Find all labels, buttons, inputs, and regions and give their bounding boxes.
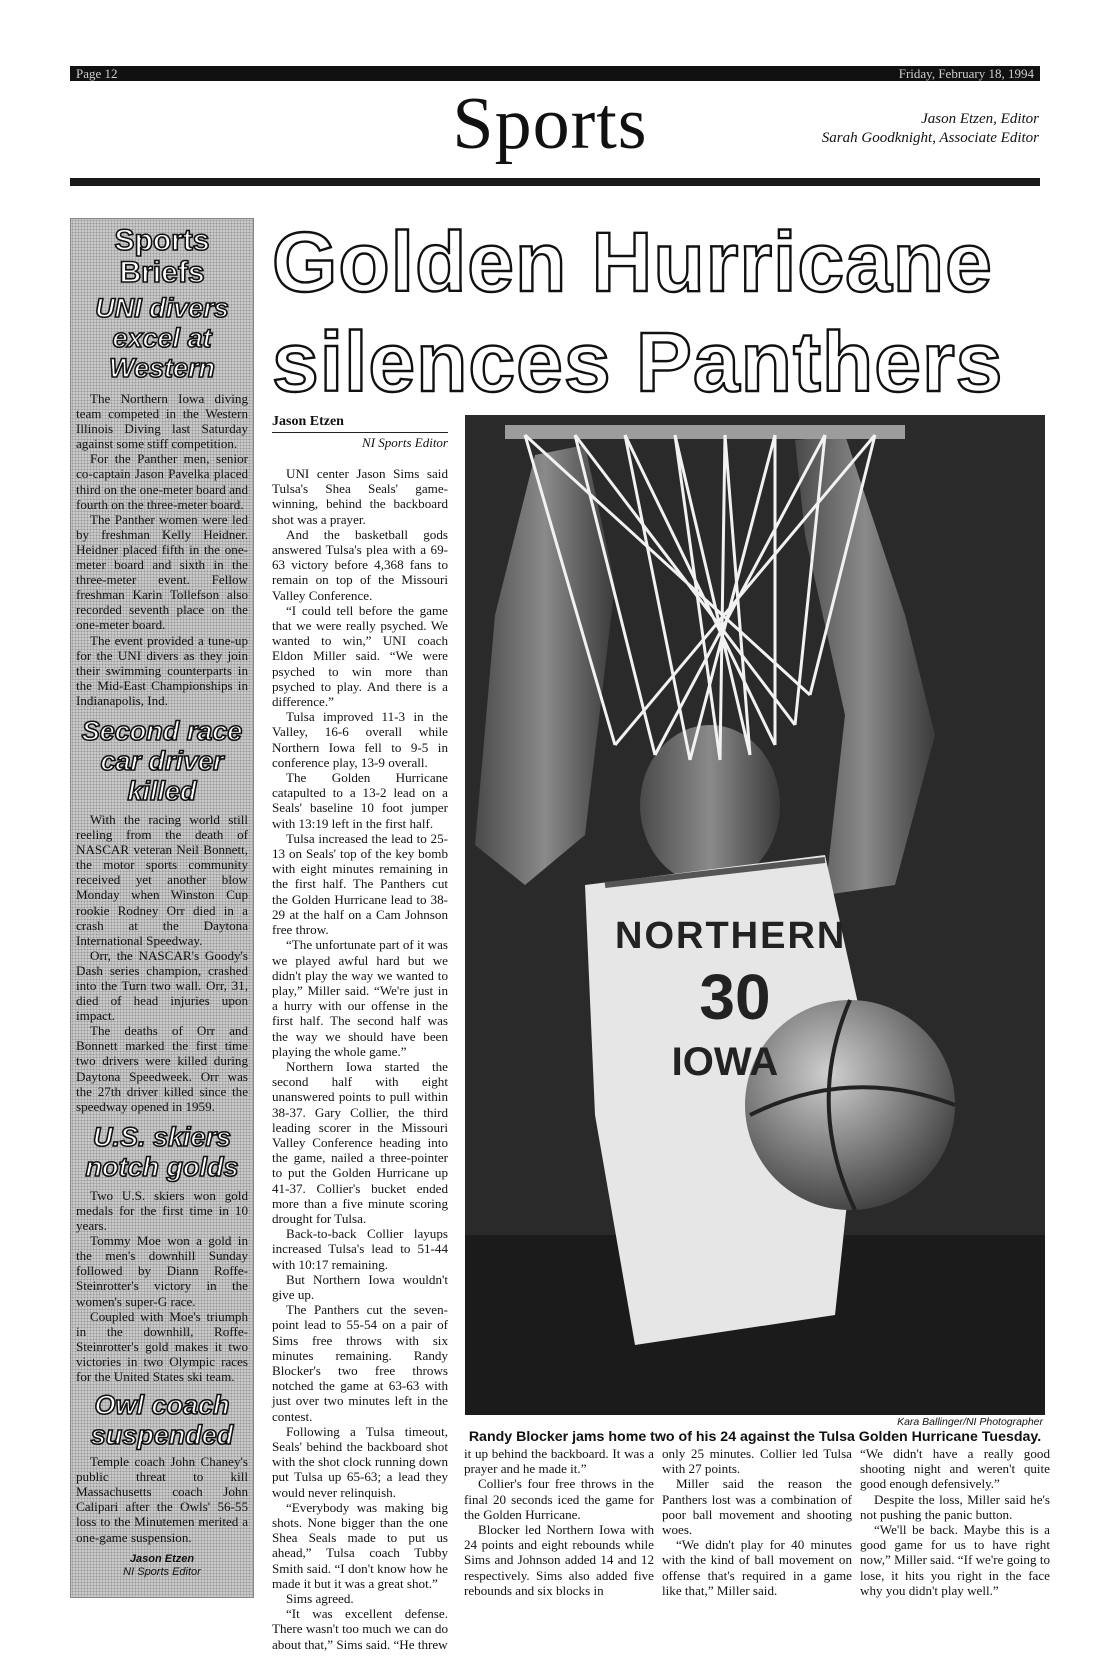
article-column-1 [272, 466, 448, 1652]
signature-title: NI Sports Editor [123, 1565, 201, 1578]
brief-paragraph: The Northern Iowa diving team competed in the Western Illinois Diving last Saturday against some stiff competition. [76, 391, 248, 452]
article-paragraph: But Northern Iowa wouldn't give up. [272, 1271, 448, 1302]
article-paragraph: Collier's four free throws in the final 20 seconds iced the game for the Golden Hurricane. [464, 1476, 654, 1522]
article-paragraph: only 25 minutes. Collier led Tulsa with 27 points. [662, 1446, 852, 1477]
masthead-bar [70, 66, 1040, 81]
photo-caption: Randy Blocker jams home two of his 24 against the Tulsa Golden Hurricane Tuesday. [468, 1429, 1042, 1445]
article-paragraph: Miller said the reason the Panthers lost was a combination of poor ball movement and shooting woes. [662, 1476, 852, 1538]
article-paragraph: The Panthers cut the seven-point lead to 55-54 on a pair of Sims free throws with six minutes remaining. Randy Blocker's two free throws notched the game at 63-63 with just over two minutes left in the contest. [272, 1302, 448, 1424]
article-paragraph: Back-to-back Collier layups increased Tulsa's lead to 51-44 with 10:17 remaining. [272, 1226, 448, 1272]
page-number: Page 12 [76, 66, 118, 81]
section-title: Sports [452, 83, 648, 165]
brief-paragraph: Two U.S. skiers won gold medals for the first time in 10 years. [76, 1187, 248, 1234]
brief-paragraph: For the Panther men, senior co-captain Jason Pavelka placed third on the one-meter board and fourth on the three-meter board. [76, 451, 248, 512]
article-paragraph: Tulsa increased the lead to 25-13 on Seals' top of the key bomb with eight minutes remaining in the first half. The Panthers cut the Golden Hurricane lead to 38-29 at the half on a Cam Johnson free throw. [272, 830, 448, 938]
editor-name: Jason Etzen, Editor [921, 111, 1039, 127]
article-paragraph: And the basketball gods answered Tulsa's plea with a 69-63 victory before 4,368 fans to remain on top of the Missouri Valley Conference. [272, 526, 448, 603]
article-paragraph: “Everybody was making big shots. None bigger than the one Shea Seals made to put us ahead,” Tulsa coach Tubby Smith said. “I don't know how he made it but it was a great shot.” [272, 1499, 448, 1591]
photo-credit: Kara Ballinger/NI Photographer [897, 1416, 1043, 1428]
briefs-signature [71, 1553, 253, 1579]
article-column-2 [464, 1446, 654, 1598]
jersey-number: 30 [699, 961, 771, 1033]
article-paragraph: “We didn't play for 40 minutes with the kind of ball movement on offense that's required in a game like that,” Miller said. [662, 1537, 852, 1598]
basketball-rim [505, 425, 905, 439]
signature-name: Jason Etzen [129, 1552, 195, 1565]
brief-headline: U.S. skiers notch golds [85, 1121, 239, 1182]
headline-line-1: Golden Hurricane [272, 215, 993, 309]
headline-line-2: silences Panthers [272, 315, 1004, 409]
brief-paragraph: Orr, the NASCAR's Goody's Dash series champion, crashed into the Turn two wall. Orr, 31, died of head injuries upon impact. [76, 947, 248, 1024]
article-paragraph: Tulsa improved 11-3 in the Valley, 16-6 overall while Northern Iowa fell to 9-5 in conference play, 13-9 overall. [272, 709, 448, 770]
jersey-lettering: NORTHERN [615, 915, 847, 957]
sports-briefs-sidebar [70, 218, 254, 1598]
article-paragraph: UNI center Jason Sims said Tulsa's Shea Seals' game-winning, behind the backboard shot was a prayer. [272, 466, 448, 527]
article-column-4 [860, 1446, 1050, 1598]
article-paragraph: Following a Tulsa timeout, Seals' behind the backboard shot with the shot clock running down put Tulsa up 65-63; a lead they would never relinquish. [272, 1423, 448, 1500]
brief-paragraph: With the racing world still reeling from the death of NASCAR veteran Neil Bonnett, the motor sports community received yet another blow Monday when Winston Cup rookie Rodney Orr died in a crash at the Daytona International Speedway. [76, 811, 248, 948]
briefs-title: Sports Briefs [114, 224, 210, 289]
article-paragraph: Despite the loss, Miller said he's not pushing the panic button. [860, 1491, 1050, 1522]
brief-paragraph: Tommy Moe won a gold in the men's downhill Sunday followed by Diann Roffe-Steinrotter's victory in the women's super-G race. [76, 1233, 248, 1309]
brief-headline: Owl coach suspended [90, 1390, 234, 1451]
article-headline [272, 212, 1042, 412]
article-paragraph: “We didn't have a really good shooting night and weren't quite good enough defensively.” [860, 1446, 1050, 1492]
article-paragraph: The Golden Hurricane catapulted to a 13-2 lead on a Seals' baseline 10 foot jumper with 13:19 left in the first half. [272, 770, 448, 831]
brief-paragraph: The deaths of Orr and Bonnett marked the first time two drivers were killed during Daytona Speedweek. Orr was the 27th driver killed since the speedway opened in 1959. [76, 1023, 248, 1114]
brief-paragraph: The event provided a tune-up for the UNI divers as they join their swimming counterparts in the Mid-East Championships in Indianapolis, Ind. [76, 632, 248, 708]
byline [272, 414, 448, 451]
article-paragraph: “It was excellent defense. There wasn't too much we can do about that,” Sims said. “He threw [272, 1606, 448, 1652]
article-paragraph: it up behind the backboard. It was a prayer and he made it.” [464, 1446, 654, 1477]
issue-date: Friday, February 18, 1994 [898, 66, 1034, 81]
article-paragraph: Northern Iowa started the second half with eight unanswered points to pull within 38-37. Gary Collier, the third leading scorer in the Missouri Valley Conference heading into the game, nailed a three-pointer to put the Golden Hurricane up 41-37. Collier's bucket ended more than a five minute scoring drought for Tulsa. [272, 1058, 448, 1226]
section-rule [70, 178, 1040, 186]
article-paragraph: “The unfortunate part of it was we played awful hard but we didn't play the way we wanted to play,” Miller said. “We're just in a hurry with our offense in the first half. The second half was the way we should have been playing the whole game.” [272, 937, 448, 1059]
byline-title: NI Sports Editor [362, 435, 448, 450]
jersey-lettering-2: IOWA [671, 1040, 779, 1084]
game-photo [465, 415, 1045, 1415]
editor-credits [822, 110, 1039, 148]
article-paragraph: “We'll be back. Maybe this is a good game for us to have right now,” Miller said. “If we're going to lose, it hits you right in the face why you didn't play well.” [860, 1522, 1050, 1598]
article-paragraph: Sims agreed. [286, 1591, 354, 1607]
article-paragraph: “I could tell before the game that we were really psyched. We wanted to win,” UNI coach Eldon Miller said. “We were psyched to win more than psyched to play. And there is a difference.” [272, 602, 448, 710]
associate-editor-name: Sarah Goodknight, Associate Editor [821, 130, 1039, 146]
brief-paragraph: The Panther women were led by freshman Kelly Heidner. Heidner placed fifth in the one-meter board and sixth in the three-meter event. Fellow freshman Karin Tollefson also recorded seventh place on the one-meter board. [76, 511, 248, 633]
brief-paragraph: Coupled with Moe's triumph in the downhill, Roffe-Steinrotter's gold makes it two victories in two Olympic races for the United States ski team. [76, 1308, 248, 1384]
brief-paragraph: Temple coach John Chaney's public threat to kill Massachusetts coach John Calipari after the Owls' 56-55 loss to the Minutemen merited a one-game suspension. [76, 1454, 248, 1545]
player-head [640, 725, 780, 885]
article-paragraph: Blocker led Northern Iowa with 24 points and eight rebounds while Sims and Johnson added 14 and 12 respectively. Sims also added five rebounds and six blocks in [464, 1522, 654, 1598]
byline-name: Jason Etzen [272, 414, 448, 433]
brief-headline: Second race car driver killed [81, 715, 243, 806]
brief-headline: UNI divers excel at Western [95, 293, 229, 383]
article-column-3 [662, 1446, 852, 1598]
